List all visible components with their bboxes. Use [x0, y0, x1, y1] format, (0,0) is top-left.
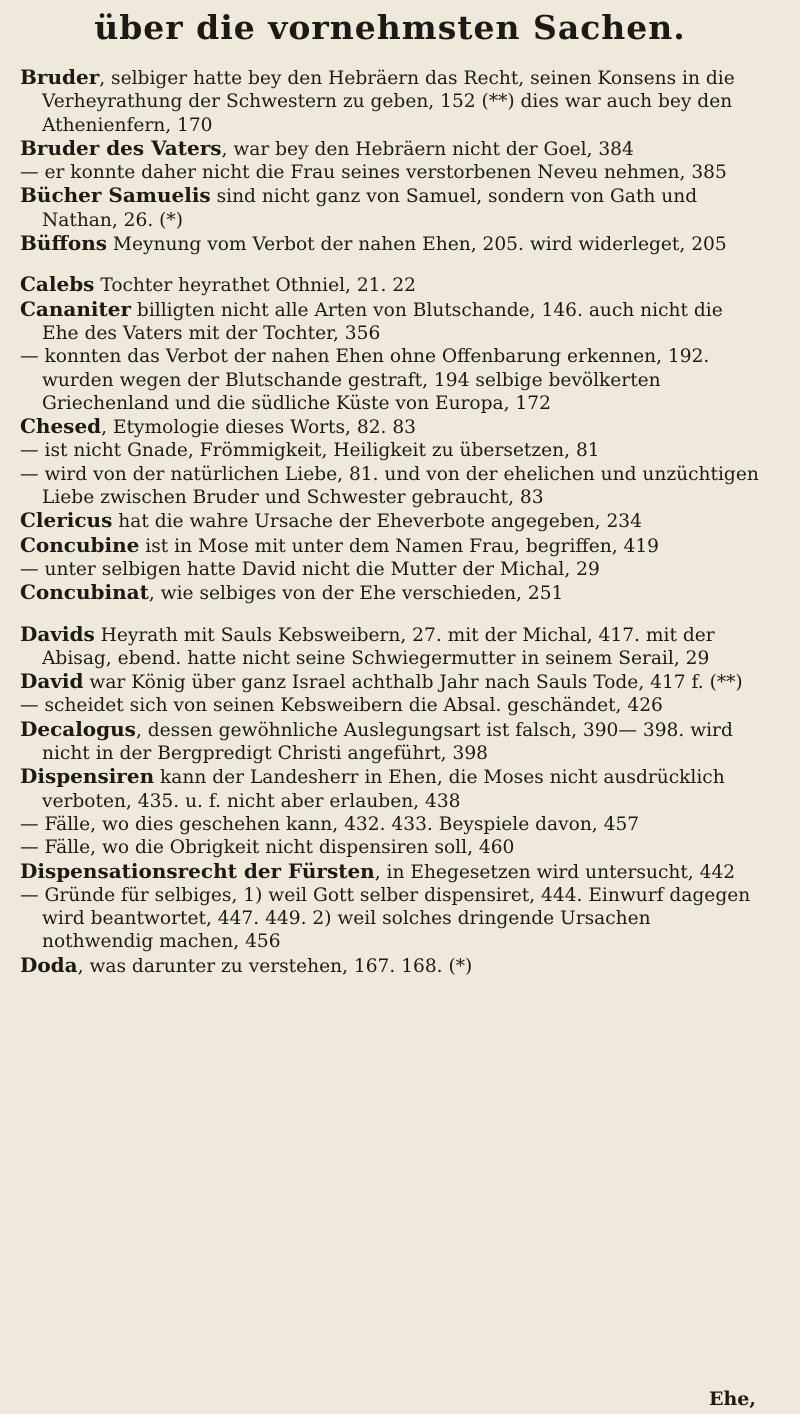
entry-headword: Calebs — [20, 272, 95, 297]
index-entry — [20, 273, 760, 297]
index-entry — [20, 670, 760, 694]
running-head: über die vornehmsten Sachen. — [94, 8, 686, 47]
entry-text: , wie selbiges von der Ehe verschieden, 251 — [148, 583, 564, 605]
entry-text: , selbiger hatte bey den Hebräern das Recht, seinen Konsens in die Verheyrathung der Schwestern zu geben, 152 (**) dies war auch bey den Athenienfern, 170 — [42, 68, 735, 136]
entry-text: , was darunter zu verstehen, 167. 168. (*) — [77, 955, 473, 977]
index-entry — [20, 558, 760, 581]
entry-text: war König über ganz Israel achthalb Jahr nach Sauls Tode, 417 f. (**) — [83, 672, 743, 694]
entry-text: — konnten das Verbot der nahen Ehen ohne Offenbarung erkennen, 192. wurden wegen der Blutschande gestraft, 194 selbige bevölkerten Griechenland und die südliche Küste von Europa, 172 — [20, 346, 710, 414]
entry-headword: Concubine — [20, 532, 140, 557]
entry-text: , in Ehegesetzen wird untersucht, 442 — [374, 861, 736, 883]
entry-headword: Cananiter — [20, 296, 132, 321]
entry-text: kann der Landesherr in Ehen, die Moses nicht ausdrücklich verboten, 435. u. f. nicht aber erlauben, 438 — [42, 767, 725, 812]
entry-headword: Chesed — [20, 414, 102, 439]
entry-text: — Fälle, wo die Obrigkeit nicht dispensiren soll, 460 — [20, 837, 515, 859]
entry-text: Tochter heyrathet Othniel, 21. 22 — [94, 275, 416, 297]
index-entry — [20, 66, 760, 137]
index-entry — [20, 581, 760, 605]
index-entry — [20, 694, 760, 717]
index-entry — [20, 860, 760, 884]
entry-headword: Büffons — [20, 231, 108, 256]
index-entry — [20, 884, 760, 954]
entry-text: ist in Mose mit unter dem Namen Frau, begriffen, 419 — [139, 535, 660, 557]
index-entries — [20, 66, 760, 978]
index-entry — [20, 813, 760, 836]
index-entry — [20, 184, 760, 232]
entry-text: — wird von der natürlichen Liebe, 81. und von der ehelichen und unzüchtigen Liebe zwischen Bruder und Schwester gebraucht, 83 — [20, 463, 759, 509]
entry-headword: David — [20, 669, 84, 694]
index-entry — [20, 623, 760, 671]
index-entry — [20, 415, 760, 439]
entry-headword: Doda — [20, 952, 78, 977]
index-entry — [20, 534, 760, 558]
entry-text: billigten nicht alle Arten von Blutschande, 146. auch nicht die Ehe des Vaters mit der Tochter, 356 — [42, 299, 723, 344]
entry-text: hat die wahre Ursache der Eheverbote angegeben, 234 — [112, 511, 642, 533]
index-entry — [20, 954, 760, 978]
entry-text: , dessen gewöhnliche Auslegungsart ist falsch, 390— 398. wird nicht in der Bergpredigt Christi angeführt, 398 — [42, 719, 733, 765]
entry-text: — ist nicht Gnade, Frömmigkeit, Heiligkeit zu übersetzen, 81 — [20, 440, 600, 462]
entry-headword: Bruder — [20, 65, 100, 89]
entry-text: sind nicht ganz von Samuel, sondern von Gath und Nathan, 26. (*) — [42, 186, 698, 231]
entry-text: — Fälle, wo dies geschehen kann, 432. 433. Beyspiele davon, 457 — [20, 813, 640, 835]
entry-text: Meynung vom Verbot der nahen Ehen, 205. wird widerleget, 205 — [107, 234, 727, 256]
entry-headword: Dispensiren — [20, 764, 155, 789]
entry-headword: Clericus — [20, 508, 113, 533]
entry-text: — er konnte daher nicht die Frau seines verstorbenen Neveu nehmen, 385 — [20, 162, 727, 184]
index-entry — [20, 718, 760, 766]
index-entry — [20, 232, 760, 256]
entry-headword: Concubinat — [20, 580, 149, 605]
index-entry — [20, 137, 760, 161]
entry-text: Heyrath mit Sauls Kebsweibern, 27. mit der Michal, 417. mit der Abisag, ebend. hatte nicht seine Schwiegermutter in seinem Serail, 29 — [42, 624, 715, 669]
index-entry — [20, 298, 760, 346]
entry-text: , Etymologie dieses Worts, 82. 83 — [101, 417, 417, 439]
entry-text: — unter selbigen hatte David nicht die Mutter der Michal, 29 — [20, 558, 600, 580]
index-entry — [20, 836, 760, 859]
entry-headword: Dispensationsrecht der Fürsten — [20, 858, 375, 883]
index-entry — [20, 463, 760, 510]
entry-headword: Davids — [20, 621, 95, 646]
entry-headword: Bruder des Vaters — [20, 135, 222, 160]
index-entry — [20, 765, 760, 813]
catchword: Ehe, — [709, 1388, 756, 1410]
entry-headword: Decalogus — [20, 716, 136, 741]
entry-headword: Bücher Samuelis — [20, 183, 211, 208]
index-entry — [20, 161, 760, 184]
entry-text: , war bey den Hebräern nicht der Goel, 384 — [221, 138, 634, 160]
index-entry — [20, 345, 760, 415]
entry-text: — Gründe für selbiges, 1) weil Gott selber dispensiret, 444. Einwurf dagegen wird beantwortet, 447. 449. 2) weil solches dringende Ursachen nothwendig machen, 456 — [20, 884, 751, 953]
entry-text: — scheidet sich von seinen Kebsweibern die Absal. geschändet, 426 — [20, 695, 663, 717]
index-entry — [20, 439, 760, 462]
index-entry — [20, 509, 760, 533]
